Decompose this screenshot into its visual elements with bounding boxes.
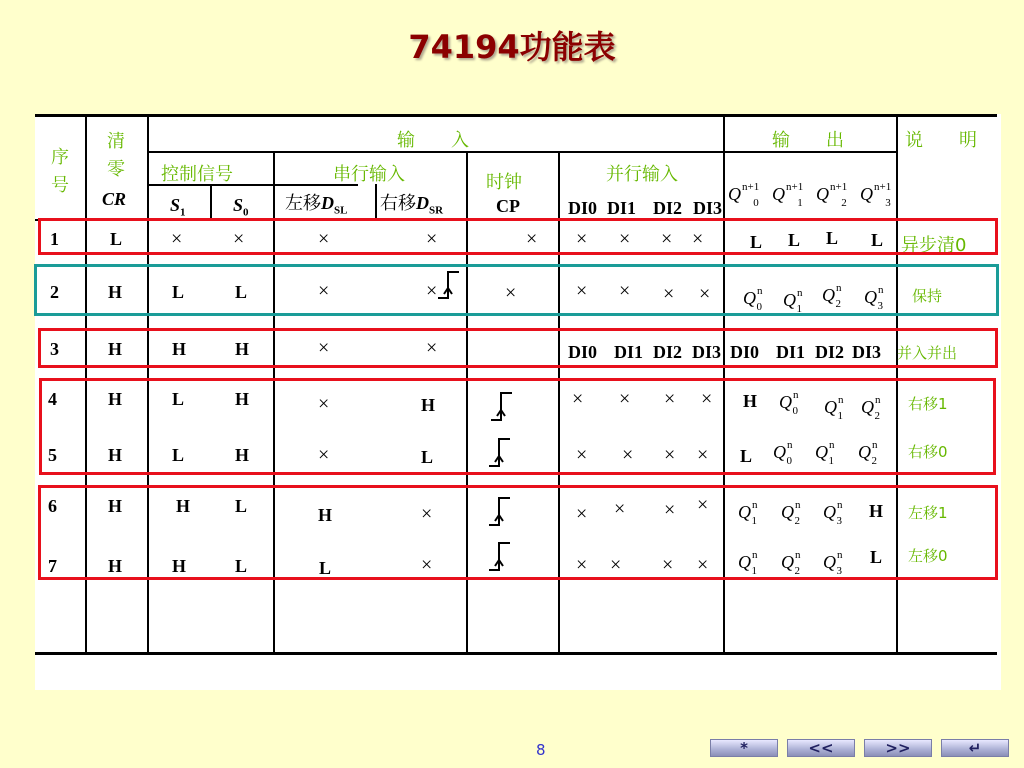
row6-di1: × — [614, 498, 626, 520]
nav-prev-button[interactable]: << — [787, 739, 855, 757]
header-clock: 时钟 — [486, 172, 522, 193]
row3-dsr: × — [426, 337, 438, 359]
row5-q3: $Q^n_2$ — [858, 439, 878, 467]
row5-dsr: L — [421, 447, 434, 467]
nav-return-button[interactable]: ↵ — [941, 739, 1009, 757]
row7-di2: × — [662, 554, 674, 576]
row7-no: 7 — [48, 556, 57, 576]
header-di1: DI1 — [607, 198, 637, 218]
row4-di0: × — [572, 388, 584, 410]
page-title: 74194功能表 — [408, 28, 616, 66]
row6-di0: × — [576, 503, 588, 525]
row4-s0: H — [235, 389, 250, 409]
row2-no: 2 — [50, 282, 59, 302]
row5-s1: L — [172, 445, 185, 465]
row2-q2: $Q^n_2$ — [822, 282, 842, 310]
row1-q1: L — [788, 230, 801, 250]
highlight-box-rows4-5 — [39, 378, 996, 475]
row1-cr: L — [110, 229, 123, 249]
row5-q2: $Q^n_1$ — [815, 439, 835, 467]
row5-di3: × — [697, 444, 709, 466]
row7-q1: $Q^n_2$ — [781, 549, 801, 577]
row5-no: 5 — [48, 445, 57, 465]
header-di2: DI2 — [653, 198, 683, 218]
row4-di3: × — [701, 388, 713, 410]
header-cp: CP — [496, 196, 520, 216]
row3-q3: DI3 — [852, 342, 882, 362]
row7-note: 左移0 — [908, 547, 948, 565]
row6-s0: L — [235, 496, 248, 516]
nav-home-button[interactable]: * — [710, 739, 778, 757]
header-di3: DI3 — [693, 198, 723, 218]
highlight-box-rows6-7 — [38, 485, 998, 580]
row1-dsl: × — [318, 228, 330, 250]
highlight-box-row3 — [38, 328, 998, 368]
row7-q0: $Q^n_1$ — [738, 549, 758, 577]
row3-di0: DI0 — [568, 342, 598, 362]
row7-di0: × — [576, 554, 588, 576]
row3-cr: H — [108, 339, 123, 359]
row5-dsl: × — [318, 444, 330, 466]
row3-no: 3 — [50, 339, 59, 359]
row7-di3: × — [697, 554, 709, 576]
row4-q0: H — [743, 391, 758, 411]
row2-note: 保持 — [912, 287, 943, 305]
header-clear-2: 零 — [107, 159, 125, 180]
header-explain: 说 明 — [905, 130, 977, 151]
row3-s0: H — [235, 339, 250, 359]
row6-cr: H — [108, 496, 123, 516]
row7-s0: L — [235, 556, 248, 576]
row2-cp: × — [505, 282, 517, 304]
row3-di2: DI2 — [653, 342, 683, 362]
row1-no: 1 — [50, 229, 59, 249]
header-parallel: 并行输入 — [606, 164, 678, 185]
table-top-border — [35, 114, 997, 117]
row6-no: 6 — [48, 496, 57, 516]
header-right-shift-dsr: 右移$D_{SR}$ — [380, 193, 444, 217]
row6-q2: $Q^n_3$ — [823, 499, 843, 527]
header-seq-1: 序 — [51, 147, 69, 168]
row4-note: 右移1 — [908, 395, 948, 413]
row1-cp: × — [526, 228, 538, 250]
row4-q3: $Q^n_2$ — [861, 394, 881, 422]
row2-di3: × — [699, 283, 711, 305]
header-q3: $Q^{n+1}_3$ — [860, 181, 892, 209]
row2-dsl: × — [318, 280, 330, 302]
nav-next-button[interactable]: >> — [864, 739, 932, 757]
row4-dsl: × — [318, 393, 330, 415]
row5-note: 右移0 — [908, 443, 948, 461]
row6-q0: $Q^n_1$ — [738, 499, 758, 527]
header-control: 控制信号 — [161, 164, 233, 185]
header-clear-1: 清 — [107, 131, 125, 152]
row3-di3: DI3 — [692, 342, 722, 362]
row4-di1: × — [619, 388, 631, 410]
row5-di1: × — [622, 444, 634, 466]
header-q2: $Q^{n+1}_2$ — [816, 181, 848, 209]
row6-di2: × — [664, 499, 676, 521]
row2-q0: $Q^n_0$ — [743, 285, 763, 313]
row6-q1: $Q^n_2$ — [781, 499, 801, 527]
row5-s0: H — [235, 445, 250, 465]
row5-cr: H — [108, 445, 123, 465]
header-output: 输 出 — [772, 130, 844, 151]
row2-dsr: × — [426, 280, 438, 302]
row1-di1: × — [619, 228, 631, 250]
row4-cr: H — [108, 389, 123, 409]
row6-dsr: × — [421, 503, 433, 525]
row5-di0: × — [576, 444, 588, 466]
row2-q1: $Q^n_1$ — [783, 287, 803, 315]
header-s1: $S_1$ — [170, 195, 186, 219]
row2-di0: × — [576, 280, 588, 302]
row6-q3: H — [869, 501, 884, 521]
row2-cr: H — [108, 282, 123, 302]
row2-s1: L — [172, 282, 185, 302]
header-q0: $Q^{n+1}_0$ — [728, 181, 760, 209]
row4-no: 4 — [48, 389, 57, 409]
row7-cr: H — [108, 556, 123, 576]
row1-note: 异步清0 — [901, 235, 967, 256]
row1-di2: × — [661, 228, 673, 250]
row1-q3: L — [871, 230, 884, 250]
row2-di1: × — [619, 280, 631, 302]
row3-q0: DI0 — [730, 342, 760, 362]
row1-di0: × — [576, 228, 588, 250]
row7-q2: $Q^n_3$ — [823, 549, 843, 577]
row3-q2: DI2 — [815, 342, 845, 362]
page-number: 8 — [536, 741, 546, 759]
row1-s0: × — [233, 228, 245, 250]
row1-dsr: × — [426, 228, 438, 250]
row1-di3: × — [692, 228, 704, 250]
row1-s1: × — [171, 228, 183, 250]
row4-q2: $Q^n_1$ — [824, 394, 844, 422]
header-left-shift-dsl: 左移$D_{SL}$ — [285, 193, 348, 217]
table-bottom-border — [35, 652, 997, 655]
row7-di1: × — [610, 554, 622, 576]
row7-s1: H — [172, 556, 187, 576]
row3-s1: H — [172, 339, 187, 359]
row3-q1: DI1 — [776, 342, 806, 362]
highlight-box-row2 — [34, 264, 999, 316]
row3-note: 并入并出 — [897, 344, 958, 362]
rule — [210, 184, 212, 220]
row7-q3: L — [870, 547, 883, 567]
row4-q1: $Q^n_0$ — [779, 389, 799, 417]
row1-q0: L — [750, 232, 763, 252]
row4-dsr: H — [421, 395, 436, 415]
row4-di2: × — [664, 388, 676, 410]
row6-note: 左移1 — [908, 504, 948, 522]
row1-q2: L — [826, 228, 839, 248]
row5-di2: × — [664, 444, 676, 466]
rule — [375, 184, 377, 220]
row6-di3: × — [697, 494, 709, 516]
row6-dsl: H — [318, 505, 333, 525]
row5-q1: $Q^n_0$ — [773, 439, 793, 467]
row7-dsr: × — [421, 554, 433, 576]
header-seq-2: 号 — [51, 175, 69, 196]
header-serial: 串行输入 — [333, 164, 405, 185]
row3-dsl: × — [318, 337, 330, 359]
header-di0: DI0 — [568, 198, 598, 218]
header-s0: $S_0$ — [233, 195, 249, 219]
header-q1: $Q^{n+1}_1$ — [772, 181, 804, 209]
row4-s1: L — [172, 389, 185, 409]
row3-di1: DI1 — [614, 342, 644, 362]
row5-q0: L — [740, 446, 753, 466]
row7-dsl: L — [319, 558, 332, 578]
header-cr: CR — [102, 189, 127, 209]
highlight-box-row1 — [38, 218, 998, 255]
header-input: 输 入 — [397, 130, 469, 151]
row2-s0: L — [235, 282, 248, 302]
row6-s1: H — [176, 496, 191, 516]
row2-q3: $Q^n_3$ — [864, 284, 884, 312]
row2-di2: × — [663, 283, 675, 305]
